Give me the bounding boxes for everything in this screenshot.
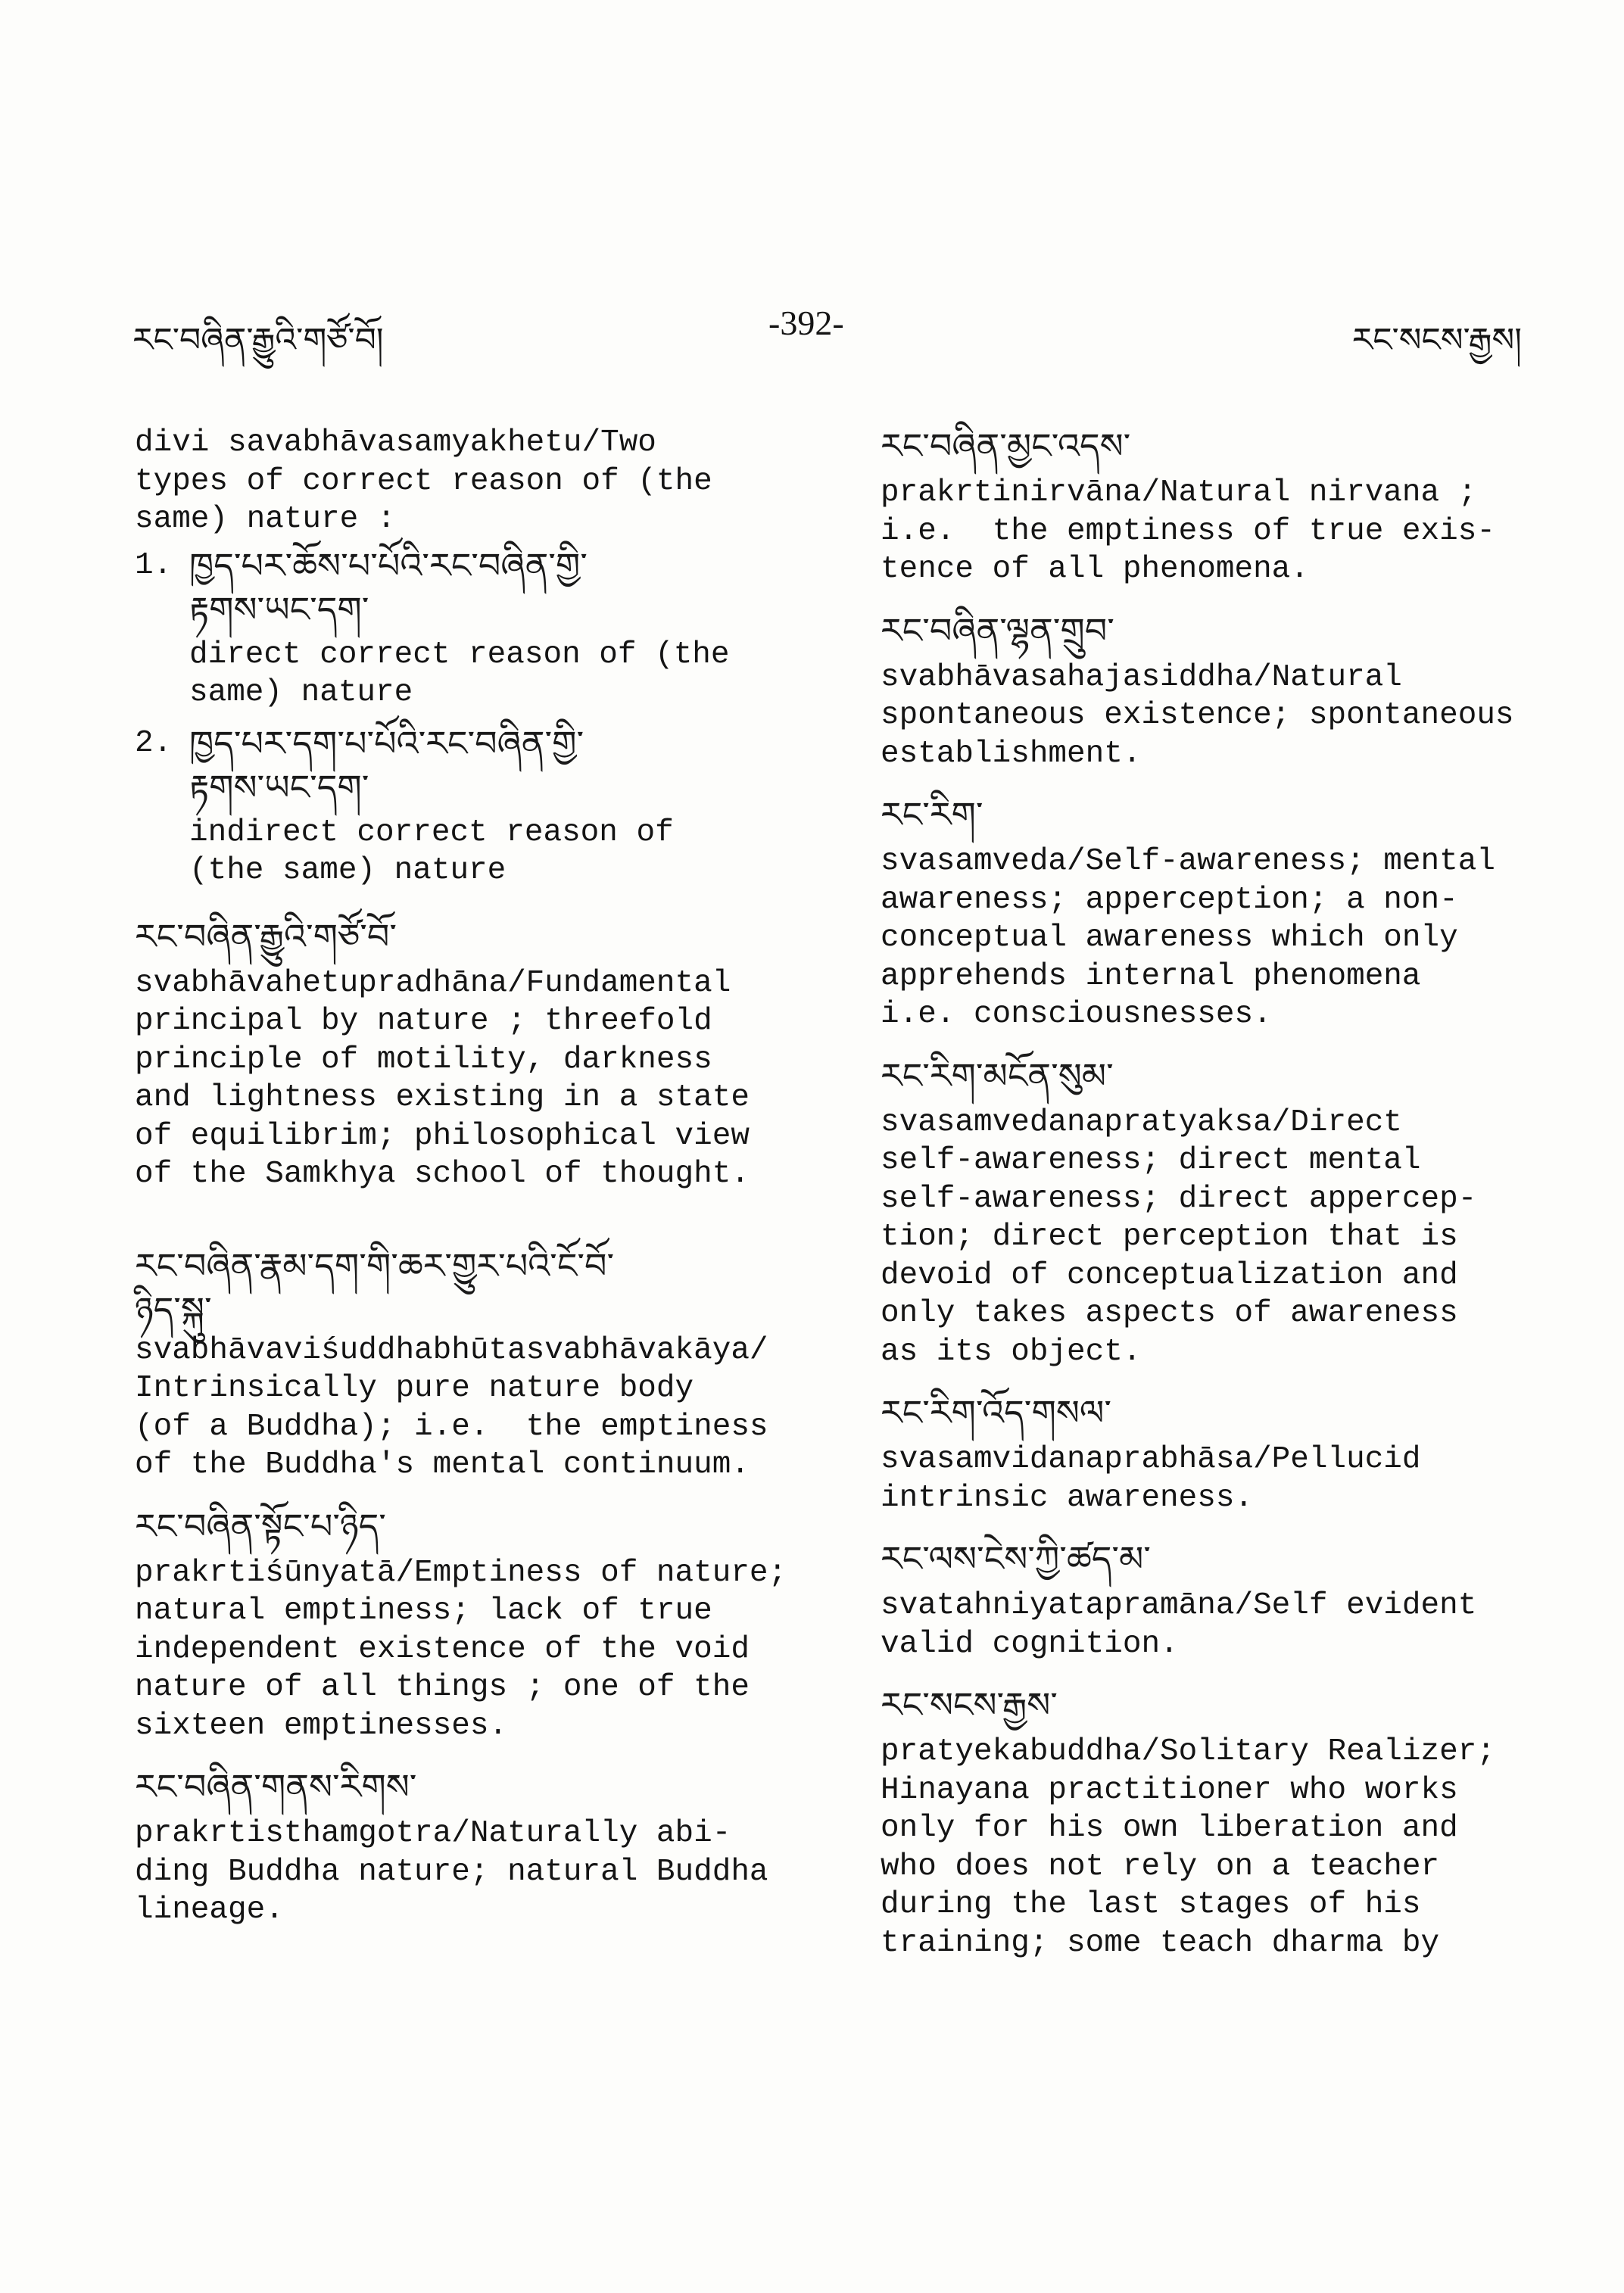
entry-definition: svasamvidanaprabhāsa/Pellucid intrinsic awareness.	[881, 1442, 1421, 1516]
subentry-number: 2.	[135, 725, 173, 761]
running-head-left: རང་བཞིན་རྒྱུའི་གཙོ་བོ།	[132, 321, 384, 360]
entry-definition: pratyekabuddha/Solitary Realizer; Hinayana practitioner who works only for his own liberation and who does not rely on a teacher during the last stages of his training; some teach dharma by	[881, 1734, 1495, 1961]
tibetan-headword: རང་བཞིན་སྟོང་པ་ཉིད་	[135, 1505, 386, 1547]
dictionary-entry	[135, 1244, 824, 1485]
dictionary-entry	[135, 424, 824, 895]
tibetan-headword: རང་བཞིན་རྒྱུའི་གཙོ་བོ་	[135, 915, 397, 957]
tibetan-headword: རང་རིག་འོད་གསལ་	[881, 1392, 1112, 1433]
right-column	[881, 424, 1562, 1982]
dictionary-entry	[881, 1683, 1562, 1962]
running-head-right: རང་སངས་རྒྱས།	[1351, 321, 1522, 360]
entry-definition: divi savabhāvasamyakhetu/Two types of correct reason of (the same) nature :	[135, 425, 712, 537]
tibetan-headword: རང་རིག་མངོན་སུམ་	[881, 1055, 1114, 1096]
entry-definition: svasamvedanapratyaksa/Direct self-awareness; direct mental self-awareness; direct appercep- tion; direct perception that is devoid of conceptualization and only takes aspects of awareness as its object.	[881, 1104, 1477, 1369]
numbered-subentry	[135, 544, 824, 717]
tibetan-headword: རང་ལས་ངེས་ཀྱི་ཚད་མ་	[881, 1538, 1151, 1579]
dictionary-entry	[135, 914, 824, 1194]
numbered-subentry	[135, 721, 824, 895]
subentry-definition: direct correct reason of (the same) nature	[189, 637, 730, 710]
entry-definition: svabhāvahetupradhāna/Fundamental principal by nature ; threefold principle of motility, darkness and lightness existing in a state of equilibrim; philosophical view of the Samkhya school of thought.	[135, 965, 750, 1192]
dictionary-entry	[881, 609, 1562, 774]
dictionary-entry	[881, 1391, 1562, 1517]
left-column	[135, 424, 824, 1949]
entry-definition: svasamveda/Self-awareness; mental awareness; apperception; a non- conceptual awareness which only apprehends internal phenomena i.e. consciousnesses.	[881, 844, 1495, 1032]
dictionary-entry	[881, 1537, 1562, 1663]
tibetan-headword: ཁྱད་པར་དག་པ་པོའི་རང་བཞིན་གྱི་ རྟགས་ཡང་དག་	[189, 722, 584, 808]
dictionary-entry	[135, 1504, 824, 1746]
entry-definition: prakrtinirvāna/Natural nirvana ; i.e. the emptiness of true exis- tence of all phenomena.	[881, 475, 1495, 587]
dictionary-entry	[881, 793, 1562, 1034]
subentry-definition: indirect correct reason of (the same) nature	[189, 815, 674, 888]
dictionary-entry	[881, 424, 1562, 589]
entry-definition: svabhāvasahajasiddha/Natural spontaneous existence; spontaneous establishment.	[881, 659, 1514, 771]
tibetan-headword: རང་སངས་རྒྱས་	[881, 1684, 1058, 1725]
tibetan-headword: རང་བཞིན་ལྷན་གྲུབ་	[881, 609, 1114, 651]
page-number: -392-	[768, 304, 844, 342]
tibetan-headword: ཁྱད་པར་ཆོས་པ་པོའི་རང་བཞིན་གྱི་ རྟགས་ཡང་དག་	[189, 544, 588, 630]
tibetan-headword: རང་རིག་	[881, 794, 983, 835]
tibetan-headword: རང་བཞིན་གནས་རིགས་	[135, 1766, 417, 1807]
dictionary-entry	[135, 1765, 824, 1930]
subentry-number: 1.	[135, 547, 173, 583]
entry-definition: svatahniyatapramāna/Self evident valid cognition.	[881, 1588, 1477, 1662]
entry-definition: prakrtisthamgotra/Naturally abi- ding Buddha nature; natural Buddha lineage.	[135, 1816, 768, 1927]
tibetan-headword: རང་བཞིན་མྱང་འདས་	[881, 425, 1131, 466]
entry-definition: prakrtiśūnyatā/Emptiness of nature; natural emptiness; lack of true independent existence of the void nature of all things ; one of the sixteen emptinesses.	[135, 1555, 787, 1743]
tibetan-headword: རང་བཞིན་རྣམ་དག་གི་ཆར་གྱུར་པའི་ངོ་བོ་ ཉིད་སྐུ་	[135, 1245, 615, 1330]
entry-definition: svabhāvaviśuddhabhūtasvabhāvakāya/ Intrinsically pure nature body (of a Buddha); i.e. the emptiness of the Buddha's mental continuum.	[135, 1332, 768, 1482]
dictionary-entry	[881, 1054, 1562, 1372]
